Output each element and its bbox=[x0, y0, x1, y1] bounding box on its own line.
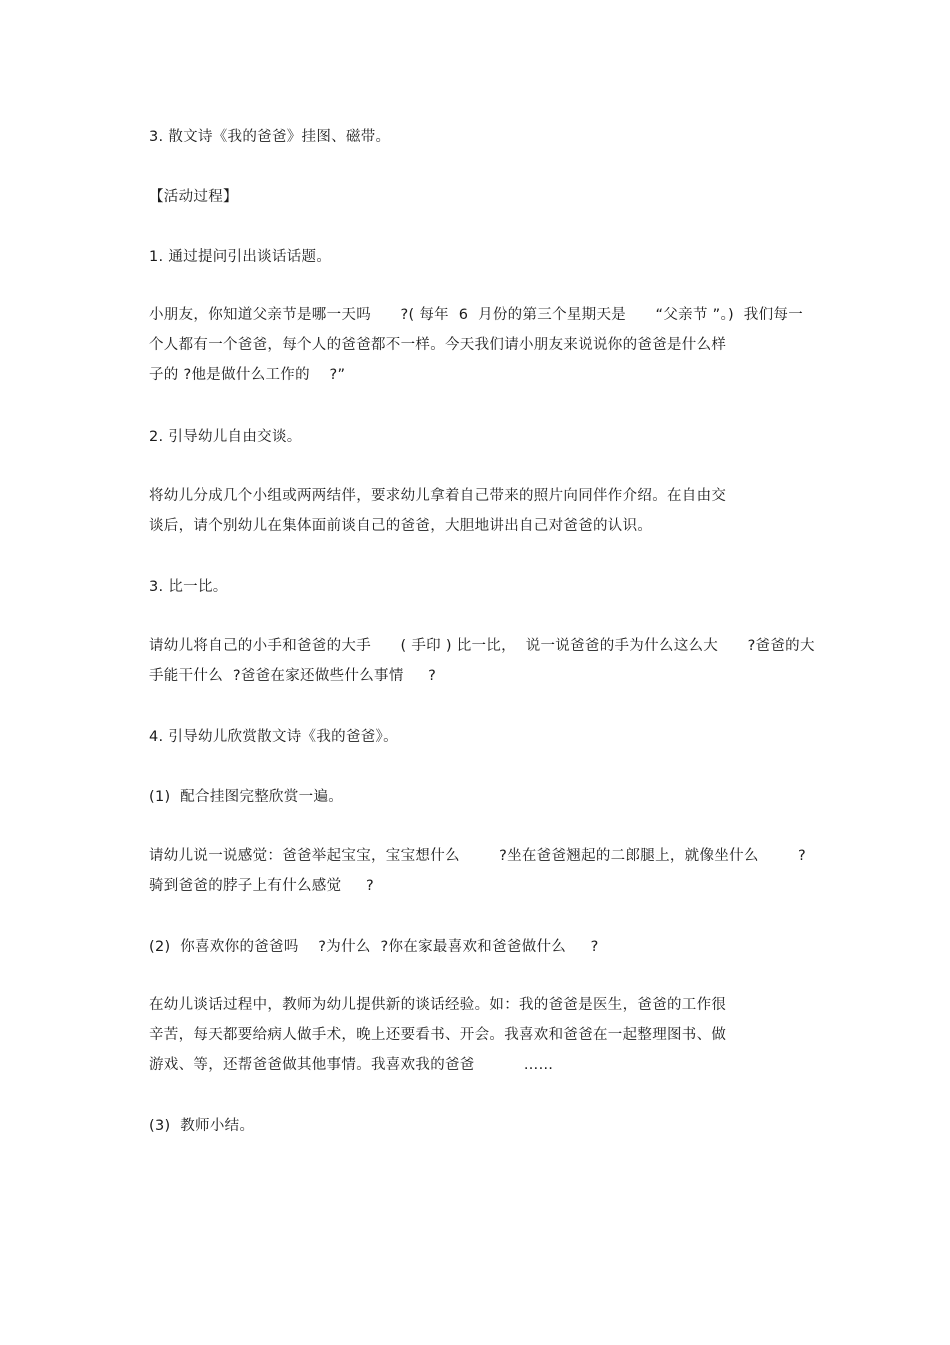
step-2-heading: 2. 引导幼儿自由交谈。 bbox=[149, 429, 302, 445]
step-1-text-line: 子的 ?他是做什么工作的 ?” bbox=[149, 367, 346, 383]
section-heading-activity-process: 【活动过程】 bbox=[149, 189, 238, 205]
substep-2-text-line: 辛苦，每天都要给病人做手术，晚上还要看书、开会。我喜欢和爸爸在一起整理图书、做 bbox=[149, 1027, 727, 1043]
materials-item-3: 3. 散文诗《我的爸爸》挂图、磁带。 bbox=[149, 129, 391, 145]
step-3-text-line: 请幼儿将自己的小手和爸爸的大手 ( 手印 ) 比一比， 说一说爸爸的手为什么这么大 ?爸爸的大 bbox=[149, 638, 815, 654]
step-1-text-line: 小朋友，你知道父亲节是哪一天吗 ?( 每年 6 月份的第三个星期天是 “父亲节 ”。) 我们每一 bbox=[149, 307, 803, 323]
substep-2-heading: (2) 你喜欢你的爸爸吗 ?为什么 ?你在家最喜欢和爸爸做什么 ? bbox=[149, 939, 599, 955]
step-3-text-line: 手能干什么 ?爸爸在家还做些什么事情 ? bbox=[149, 668, 437, 684]
step-1-heading: 1. 通过提问引出谈话话题。 bbox=[149, 249, 332, 265]
substep-1-text-line: 骑到爸爸的脖子上有什么感觉 ? bbox=[149, 878, 374, 894]
substep-2-text-line: 游戏、等，还帮爸爸做其他事情。我喜欢我的爸爸 …… bbox=[149, 1057, 554, 1073]
substep-1-text-line: 请幼儿说一说感觉：爸爸举起宝宝，宝宝想什么 ?坐在爸爸翘起的二郎腿上，就像坐什么 ? bbox=[149, 848, 806, 864]
substep-3-heading: (3) 教师小结。 bbox=[149, 1118, 255, 1134]
step-2-text-line: 将幼儿分成几个小组或两两结伴，要求幼儿拿着自己带来的照片向同伴作介绍。在自由交 bbox=[149, 488, 727, 504]
step-2-text-line: 谈后，请个别幼儿在集体面前谈自己的爸爸，大胆地讲出自己对爸爸的认识。 bbox=[149, 518, 653, 534]
step-4-heading: 4. 引导幼儿欣赏散文诗《我的爸爸》。 bbox=[149, 729, 398, 745]
step-1-text-line: 个人都有一个爸爸，每个人的爸爸都不一样。今天我们请小朋友来说说你的爸爸是什么样 bbox=[149, 337, 727, 353]
substep-1-heading: (1) 配合挂图完整欣赏一遍。 bbox=[149, 789, 344, 805]
step-3-heading: 3. 比一比。 bbox=[149, 579, 228, 595]
substep-2-text-line: 在幼儿谈话过程中，教师为幼儿提供新的谈话经验。如：我的爸爸是医生，爸爸的工作很 bbox=[149, 997, 727, 1013]
